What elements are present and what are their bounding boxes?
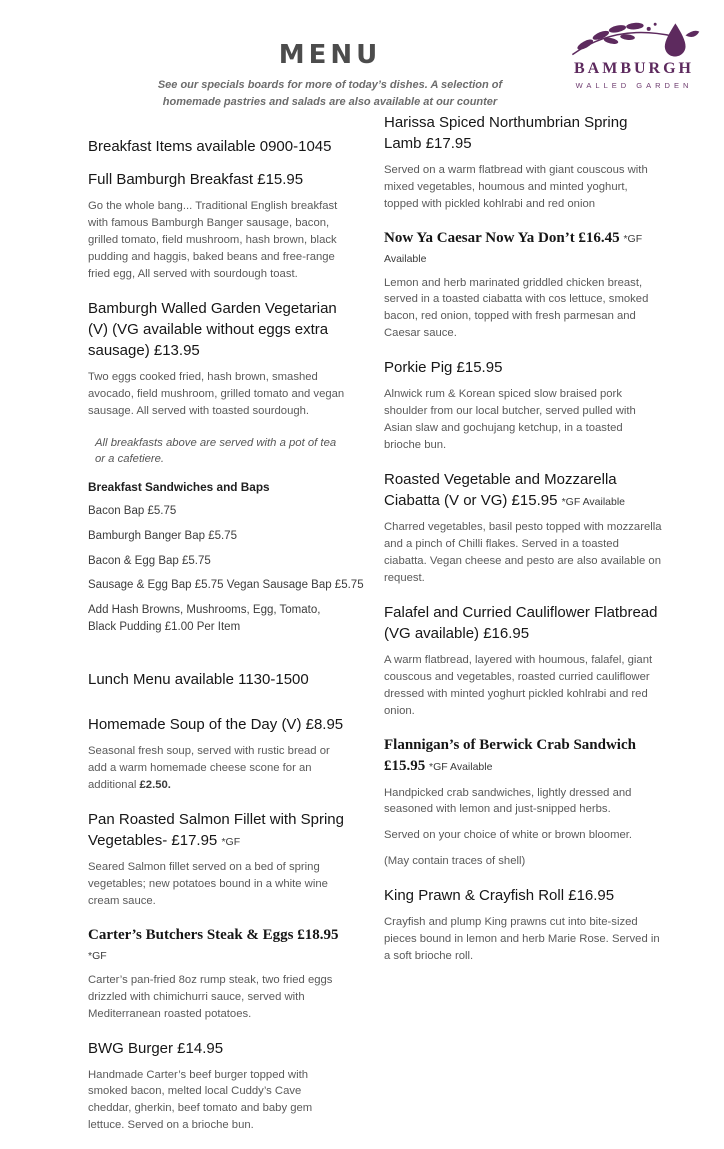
menu-item-crab-sandwich [384,735,662,871]
gf-tag: *GF [221,836,241,849]
logo [556,16,712,90]
header [0,14,724,106]
item-title: Porkie Pig £15.95 [384,359,503,377]
gf-tag: *GF [88,950,107,963]
salmon-title-text: Pan Roasted Salmon Fillet with Spring Vegetables- £17.95 [88,811,344,850]
item-description: Alnwick rum & Korean spiced slow braised pork shoulder from our local butcher, served pulled with Asian slaw and gochujang ketchup, in a toasted brioche bun. [384,388,636,452]
item-description: Carter’s pan-fried 8oz rump steak, two fried eggs drizzled with chimichurri sauce, served with Mediterranean roasted potatoes. [88,973,333,1020]
steak-title-text: Carter’s Butchers Steak & Eggs £18.95 [88,927,339,944]
item-title: Full Bamburgh Breakfast £15.95 [88,171,304,188]
item-title [384,735,662,777]
breakfast-note: All breakfasts above are served with a pot of tea or a cafetiere. [95,436,337,466]
menu-item-full-breakfast [88,169,346,283]
menu-item-bwg-burger [88,1038,346,1135]
menu-item-prawn-roll [384,885,662,965]
crab-price: £15.95 [384,757,429,774]
soup-desc-price: £2.50. [139,779,171,792]
left-column [88,112,364,1149]
item-description: Two eggs cooked fried, hash brown, smashed avocado, field mushroom, grilled tomato and vegan sausage. All served with toasted sourdough. [88,370,345,417]
crab-price-line [384,756,662,777]
menu-columns [0,112,724,1149]
menu-item-vegetarian-breakfast [88,298,346,420]
item-description: A warm flatbread, layered with houmous, falafel, giant couscous and vegetables, roasted curried cauliflower dressed with minted yoghurt pickled kohlrabi and red onion. [384,653,653,717]
item-description [88,743,346,794]
menu-item-veg-ciabatta [384,469,662,587]
item-description: (May contain traces of shell) [384,855,526,868]
menu-item-caesar-chicken [384,228,662,342]
crab-title-text: Flannigan’s of Berwick Crab Sandwich [384,736,636,753]
baps-heading: Breakfast Sandwiches and Baps [88,480,270,495]
item-description: Served on your choice of white or brown bloomer. [384,829,633,842]
menu-item-porkie-pig [384,357,662,454]
item-description: Handpicked crab sandwiches, lightly dressed and seasoned with lemon and just-snipped herbs. [384,786,632,816]
menu-item-spring-lamb [384,112,662,213]
logo-tagline: WALLED GARDEN [575,81,693,90]
bap-line: Bamburgh Banger Bap £5.75 [88,530,237,543]
breakfast-section-heading: Breakfast Items available 0900-1045 [88,138,332,155]
menu-item-falafel-flatbread [384,602,662,720]
item-title [88,925,346,964]
item-description: Lemon and herb marinated griddled chicken breast, served in a toasted ciabatta with cos lettuce, smoked bacon, red onion, topped with fresh parmesan and Caesar sauce. [384,276,649,340]
logo-name: BAMBURGH [574,60,694,77]
item-title: Harissa Spiced Northumbrian Spring Lamb £17.95 [384,114,628,152]
subtitle [110,77,550,110]
item-description: Crayfish and plump King prawns cut into bite-sized pieces bound in lemon and herb Marie Rose. Served in a soft brioche roll. [384,916,660,963]
caesar-title-text: Now Ya Caesar Now Ya Don’t £16.45 [384,229,624,246]
menu-item-steak-eggs [88,925,346,1023]
gf-tag: *GF Available [429,760,493,773]
item-description: Served on a warm flatbread with giant couscous with mixed vegetables, houmous and minted yoghurt, topped with pickled kohlrabi and red onion [384,164,648,210]
lunch-section-heading: Lunch Menu available 1130-1500 [88,671,309,689]
item-title: Bamburgh Walled Garden Vegetarian (V) (VG available without eggs extra sausage) £13.95 [88,299,337,359]
bap-line: Bacon Bap £5.75 [88,505,177,518]
bap-line: Sausage & Egg Bap £5.75 Vegan Sausage Bap £5.75 [88,579,364,592]
item-description: Go the whole bang... Traditional English breakfast with famous Bamburgh Banger sausage, bacon, grilled tomato, field mushroom, hash brown, black pudding and haggis, baked beans and free-range fried egg, All served with sourdough toast. [88,200,338,280]
item-description: Handmade Carter’s beef burger topped with smoked bacon, melted local Cuddy’s Cave cheddar, gherkin, beef tomato and baby gem lettuce. Served on a brioche bun. [88,1068,313,1132]
soup-desc-text: Seasonal fresh soup, served with rustic bread or add a warm homemade cheese scone for an additional [88,745,330,792]
menu-item-salmon [88,809,346,910]
item-title: BWG Burger £14.95 [88,1039,224,1057]
right-column [384,112,662,1149]
bap-line: Add Hash Browns, Mushrooms, Egg, Tomato, Black Pudding £1.00 Per Item [88,604,321,633]
item-title: Falafel and Curried Cauliflower Flatbread (VG available) £16.95 [384,603,658,642]
ciabatta-title-text: Roasted Vegetable and Mozzarella Ciabatta (V or VG) £15.95 [384,471,617,509]
subtitle-line2: homemade pastries and salads are also available at our counter [162,95,498,108]
item-title [88,809,346,851]
item-description: Seared Salmon fillet served on a bed of spring vegetables; new potatoes bound in a white wine cream sauce. [88,861,328,908]
item-title [384,469,662,511]
item-title: King Prawn & Crayfish Roll £16.95 [384,887,615,905]
gf-available-tag: Available [384,252,427,265]
subtitle-line1: See our specials boards for more of today’s dishes. A selection of [157,79,503,91]
header-center [110,40,550,110]
gf-tag: *GF [623,232,643,245]
gf-tag: *GF Available [561,496,626,508]
bap-line: Bacon & Egg Bap £5.75 [88,554,211,567]
menu-item-soup [88,714,346,794]
page-title: MENU [278,40,382,70]
item-title [384,228,662,267]
item-description: Charred vegetables, basil pesto topped with mozzarella and a pinch of Chilli flakes. Served in a toasted ciabatta. Vegan cheese and pesto are also available on request. [384,521,662,584]
item-title: Homemade Soup of the Day (V) £8.95 [88,716,344,734]
botanical-logo-icon [559,16,709,62]
